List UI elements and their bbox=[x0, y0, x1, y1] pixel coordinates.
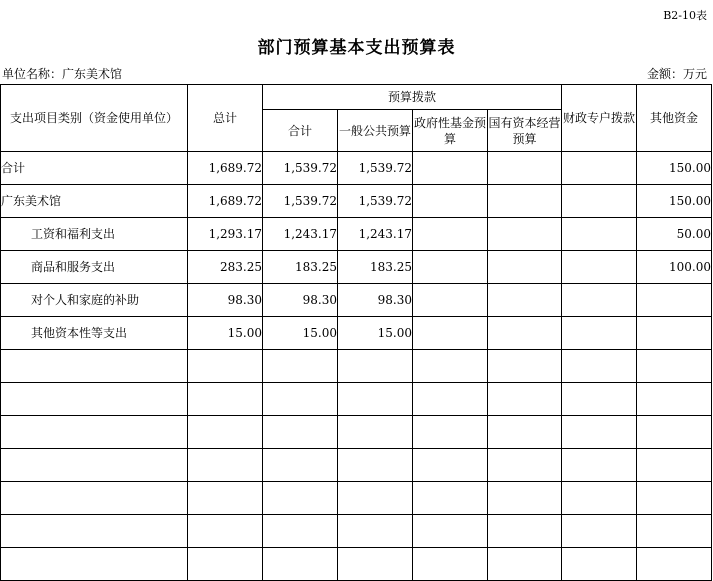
header-fiscal-special: 财政专户拨款 bbox=[562, 85, 637, 152]
row-name: 工资和福利支出 bbox=[1, 218, 188, 251]
empty-cell bbox=[637, 548, 712, 581]
empty-cell bbox=[413, 416, 488, 449]
empty-row bbox=[1, 416, 712, 449]
cell-fiscal-special bbox=[562, 152, 637, 185]
empty-cell bbox=[488, 449, 562, 482]
empty-cell bbox=[1, 416, 188, 449]
empty-cell bbox=[637, 416, 712, 449]
cell-state-capital bbox=[488, 284, 562, 317]
cell-budget-total: 15.00 bbox=[263, 317, 338, 350]
empty-cell bbox=[562, 383, 637, 416]
empty-cell bbox=[338, 449, 413, 482]
empty-cell bbox=[338, 383, 413, 416]
table-row bbox=[1, 218, 712, 251]
empty-cell bbox=[188, 515, 263, 548]
cell-total: 1,689.72 bbox=[188, 185, 263, 218]
cell-budget-total: 183.25 bbox=[263, 251, 338, 284]
row-name: 广东美术馆 bbox=[1, 185, 188, 218]
empty-cell bbox=[338, 482, 413, 515]
empty-cell bbox=[338, 515, 413, 548]
empty-cell bbox=[1, 482, 188, 515]
empty-cell bbox=[413, 449, 488, 482]
cell-total: 1,689.72 bbox=[188, 152, 263, 185]
empty-cell bbox=[188, 482, 263, 515]
cell-other-funds: 150.00 bbox=[637, 185, 712, 218]
cell-budget-total: 98.30 bbox=[263, 284, 338, 317]
unit-name-label: 单位名称：广东美术馆 bbox=[2, 67, 123, 81]
table-row bbox=[1, 152, 712, 185]
empty-cell bbox=[188, 383, 263, 416]
cell-gov-fund bbox=[413, 152, 488, 185]
cell-state-capital bbox=[488, 185, 562, 218]
empty-cell bbox=[637, 482, 712, 515]
empty-cell bbox=[263, 515, 338, 548]
header-gov-fund: 政府性基金预算 bbox=[413, 110, 488, 152]
empty-cell bbox=[562, 548, 637, 581]
empty-cell bbox=[413, 482, 488, 515]
empty-row bbox=[1, 383, 712, 416]
empty-cell bbox=[263, 548, 338, 581]
empty-cell bbox=[413, 515, 488, 548]
cell-fiscal-special bbox=[562, 185, 637, 218]
cell-fiscal-special bbox=[562, 251, 637, 284]
empty-cell bbox=[562, 515, 637, 548]
header-budget-group: 预算拨款 bbox=[263, 85, 562, 110]
empty-cell bbox=[263, 449, 338, 482]
cell-general-public: 183.25 bbox=[338, 251, 413, 284]
page-title: 部门预算基本支出预算表 bbox=[257, 38, 456, 58]
empty-row bbox=[1, 449, 712, 482]
cell-other-funds bbox=[637, 317, 712, 350]
cell-general-public: 15.00 bbox=[338, 317, 413, 350]
table-row bbox=[1, 251, 712, 284]
table-row bbox=[1, 284, 712, 317]
empty-cell bbox=[338, 350, 413, 383]
empty-cell bbox=[338, 548, 413, 581]
empty-cell bbox=[1, 350, 188, 383]
cell-gov-fund bbox=[413, 251, 488, 284]
header-general-public: 一般公共预算 bbox=[338, 110, 413, 152]
empty-cell bbox=[338, 416, 413, 449]
empty-cell bbox=[637, 449, 712, 482]
empty-cell bbox=[1, 548, 188, 581]
budget-table bbox=[0, 84, 712, 581]
table-row bbox=[1, 185, 712, 218]
cell-total: 15.00 bbox=[188, 317, 263, 350]
cell-gov-fund bbox=[413, 317, 488, 350]
cell-general-public: 98.30 bbox=[338, 284, 413, 317]
cell-fiscal-special bbox=[562, 284, 637, 317]
cell-state-capital bbox=[488, 152, 562, 185]
empty-cell bbox=[188, 416, 263, 449]
cell-total: 1,293.17 bbox=[188, 218, 263, 251]
header-row-top bbox=[1, 85, 712, 110]
row-name: 其他资本性等支出 bbox=[1, 317, 188, 350]
cell-budget-total: 1,539.72 bbox=[263, 152, 338, 185]
row-name: 对个人和家庭的补助 bbox=[1, 284, 188, 317]
cell-state-capital bbox=[488, 251, 562, 284]
empty-cell bbox=[488, 548, 562, 581]
cell-other-funds bbox=[637, 284, 712, 317]
empty-row bbox=[1, 548, 712, 581]
empty-cell bbox=[562, 482, 637, 515]
empty-row bbox=[1, 350, 712, 383]
empty-cell bbox=[488, 482, 562, 515]
cell-general-public: 1,539.72 bbox=[338, 185, 413, 218]
empty-cell bbox=[637, 515, 712, 548]
empty-row bbox=[1, 482, 712, 515]
cell-fiscal-special bbox=[562, 317, 637, 350]
empty-cell bbox=[263, 350, 338, 383]
cell-other-funds: 50.00 bbox=[637, 218, 712, 251]
cell-general-public: 1,243.17 bbox=[338, 218, 413, 251]
header-budget-total: 合计 bbox=[263, 110, 338, 152]
empty-cell bbox=[188, 548, 263, 581]
header-state-capital: 国有资本经营预算 bbox=[488, 110, 562, 152]
empty-row bbox=[1, 515, 712, 548]
header-other-funds: 其他资金 bbox=[637, 85, 712, 152]
empty-cell bbox=[413, 548, 488, 581]
empty-cell bbox=[1, 449, 188, 482]
empty-cell bbox=[413, 350, 488, 383]
table-row bbox=[1, 317, 712, 350]
empty-cell bbox=[488, 350, 562, 383]
cell-total: 283.25 bbox=[188, 251, 263, 284]
cell-gov-fund bbox=[413, 218, 488, 251]
empty-cell bbox=[413, 383, 488, 416]
empty-cell bbox=[488, 416, 562, 449]
empty-cell bbox=[562, 449, 637, 482]
header-total: 总计 bbox=[188, 85, 263, 152]
empty-cell bbox=[263, 416, 338, 449]
cell-general-public: 1,539.72 bbox=[338, 152, 413, 185]
empty-cell bbox=[1, 383, 188, 416]
row-name: 商品和服务支出 bbox=[1, 251, 188, 284]
cell-budget-total: 1,539.72 bbox=[263, 185, 338, 218]
empty-cell bbox=[263, 482, 338, 515]
empty-cell bbox=[637, 383, 712, 416]
empty-cell bbox=[263, 383, 338, 416]
empty-cell bbox=[188, 350, 263, 383]
header-category: 支出项目类别（资金使用单位） bbox=[1, 85, 188, 152]
cell-other-funds: 100.00 bbox=[637, 251, 712, 284]
cell-gov-fund bbox=[413, 185, 488, 218]
empty-cell bbox=[562, 416, 637, 449]
cell-fiscal-special bbox=[562, 218, 637, 251]
cell-other-funds: 150.00 bbox=[637, 152, 712, 185]
empty-cell bbox=[562, 350, 637, 383]
empty-cell bbox=[488, 515, 562, 548]
row-name: 合计 bbox=[1, 152, 188, 185]
amount-unit-label: 金额：万元 bbox=[646, 67, 707, 81]
form-code: B2-10表 bbox=[663, 9, 707, 22]
cell-total: 98.30 bbox=[188, 284, 263, 317]
cell-state-capital bbox=[488, 317, 562, 350]
cell-gov-fund bbox=[413, 284, 488, 317]
empty-cell bbox=[488, 383, 562, 416]
empty-cell bbox=[1, 515, 188, 548]
cell-budget-total: 1,243.17 bbox=[263, 218, 338, 251]
empty-cell bbox=[188, 449, 263, 482]
cell-state-capital bbox=[488, 218, 562, 251]
empty-cell bbox=[637, 350, 712, 383]
